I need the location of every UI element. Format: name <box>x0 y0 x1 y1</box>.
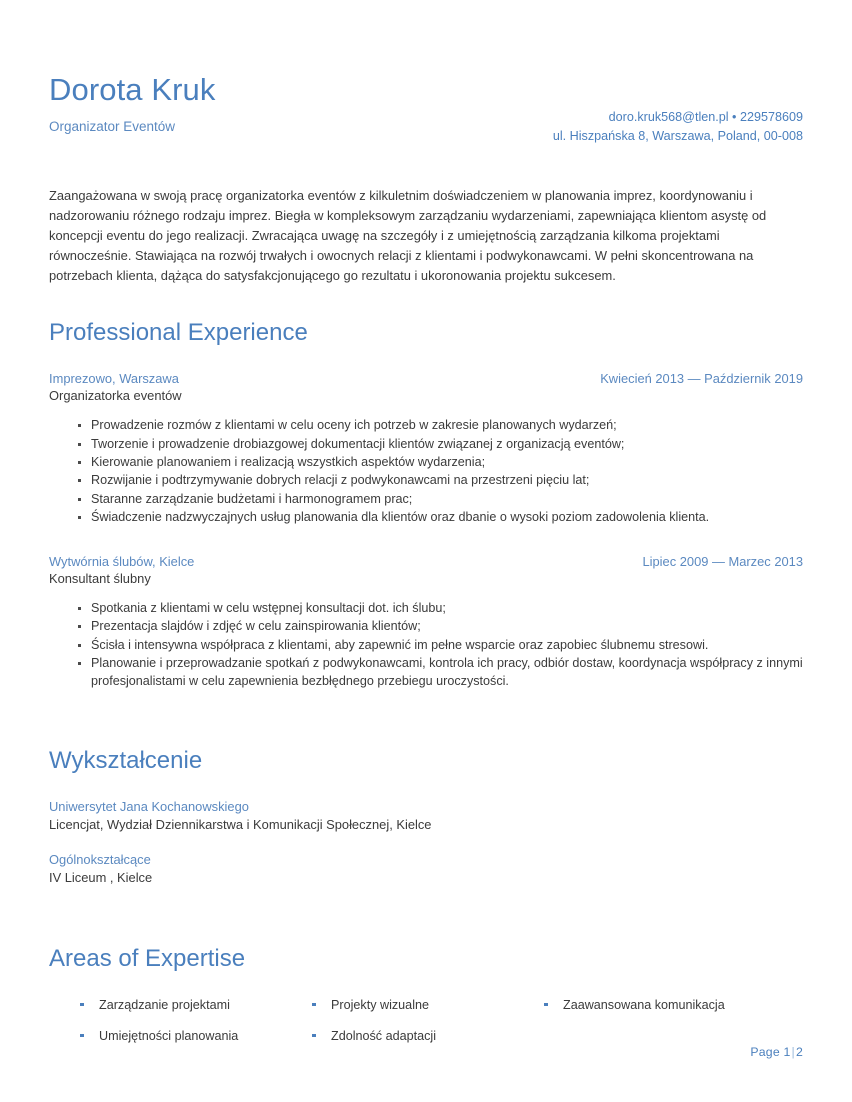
education-school: Uniwersytet Jana Kochanowskiego <box>49 799 249 815</box>
section-professional-experience <box>49 320 803 691</box>
experience-responsibility-list <box>49 416 803 526</box>
footer-separator: | <box>791 1045 795 1059</box>
skill-item: Umiejętności planowania <box>78 1028 274 1045</box>
candidate-job-title: Organizator Eventów <box>49 119 176 135</box>
list-item: Świadczenie nadzwyczajnych usług planowania dla klientów oraz dbanie o wysoki poziom zadowolenia klienta. <box>78 508 803 526</box>
section-education <box>49 748 803 887</box>
skills-grid <box>49 997 803 1045</box>
education-entry <box>49 798 803 833</box>
education-entry <box>49 851 803 886</box>
skill-item: Zarządzanie projektami <box>78 997 274 1014</box>
list-item: Prowadzenie rozmów z klientami w celu oceny ich potrzeb w zakresie planowanych wydarzeń; <box>78 416 803 434</box>
footer-total-pages: 2 <box>795 1045 803 1059</box>
header-contact <box>553 73 803 146</box>
list-item: Planowanie i przeprowadzanie spotkań z podwykonawcami, kontrola ich pracy, odbiór dostaw, koordynacja współpracy z innymi profesjonalistami w celu zapewnienia bezbłędnego przebiegu uroczystości. <box>78 654 803 691</box>
section-title-experience: Professional Experience <box>49 318 308 346</box>
footer-page-label: Page <box>750 1045 780 1059</box>
experience-organization: Wytwórnia ślubów, Kielce <box>49 553 195 569</box>
professional-summary: Zaangażowana w swoją pracę organizatorka eventów z kilkuletnim doświadczeniem w planowania imprez, koordynowaniu i nadzorowaniu różnego rodzaju imprez. Biegła w kompleksowym zarządzaniu wydarzeniami, zapewniająca klientom asystę od koncepcji eventu do jego realizacji. Zwracająca uwagę na szczegóły i z umiejętnością zarządzania kilkoma projektami równocześnie. Stawiająca na rozwój trwałych i owocnych relacji z klientami i podwykonawcami. W pełni skoncentrowana na potrzebach klienta, dążąca do satysfakcjonującego go rezultatu i ukoronowania projektu sukcesem. <box>49 188 767 283</box>
skill-item: Projekty wizualne <box>310 997 506 1014</box>
experience-entry <box>49 370 803 527</box>
resume-header <box>49 0 803 146</box>
header-identity <box>49 73 216 136</box>
list-item: Ścisła i intensywna współpraca z klientami, aby zapewnić im pełne wsparcie oraz zapobiec ślubnemu stresowi. <box>78 636 803 654</box>
section-title-expertise: Areas of Expertise <box>49 945 246 973</box>
section-title-education: Wykształcenie <box>49 746 203 774</box>
list-item: Spotkania z klientami w celu wstępnej konsultacji dot. ich ślubu; <box>78 599 803 617</box>
experience-dates: Kwiecień 2013 — Październik 2019 <box>600 371 803 387</box>
footer-current-page: 1 <box>783 1045 791 1059</box>
experience-role: Organizatorka eventów <box>49 388 182 404</box>
list-item: Tworzenie i prowadzenie drobiazgowej dokumentacji klientów związanej z organizacją eventów; <box>78 435 803 453</box>
education-school: Ogólnokształcące <box>49 852 151 868</box>
education-degree: Licencjat, Wydział Dziennikarstwa i Komunikacji Społecznej, Kielce <box>49 816 432 832</box>
skill-item: Zaawansowana komunikacja <box>542 997 738 1045</box>
list-item: Kierowanie planowaniem i realizacją wszystkich aspektów wydarzenia; <box>78 453 803 471</box>
list-item: Rozwijanie i podtrzymywanie dobrych relacji z podwykonawcami na przestrzeni pięciu lat; <box>78 471 803 489</box>
section-areas-of-expertise <box>49 946 803 1045</box>
experience-role: Konsultant ślubny <box>49 570 151 586</box>
experience-entry-header <box>49 553 803 570</box>
skill-item: Zdolność adaptacji <box>310 1028 506 1045</box>
contact-email-phone: doro.kruk568@tlen.pl • 229578609 <box>608 110 803 124</box>
experience-responsibility-list <box>49 599 803 691</box>
experience-entry <box>49 553 803 691</box>
candidate-name: Dorota Kruk <box>49 72 216 107</box>
experience-dates: Lipiec 2009 — Marzec 2013 <box>642 553 803 569</box>
education-degree: IV Liceum , Kielce <box>49 869 153 885</box>
page-footer <box>750 1045 803 1059</box>
experience-organization: Imprezowo, Warszawa <box>49 371 179 387</box>
list-item: Prezentacja slajdów i zdjęć w celu zainspirowania klientów; <box>78 617 803 635</box>
experience-entry-header <box>49 370 803 387</box>
list-item: Staranne zarządzanie budżetami i harmonogramem prac; <box>78 490 803 508</box>
contact-address: ul. Hiszpańska 8, Warszawa, Poland, 00-008 <box>552 129 803 144</box>
